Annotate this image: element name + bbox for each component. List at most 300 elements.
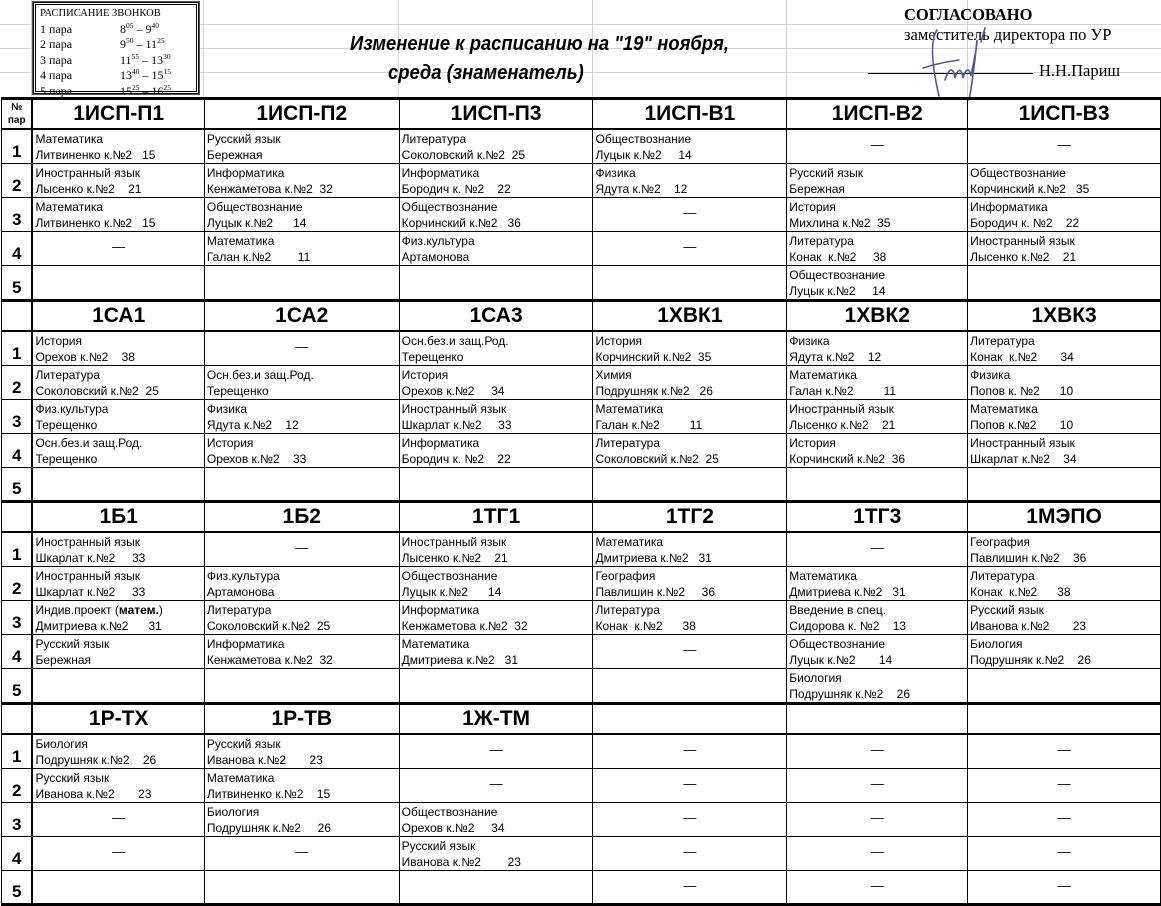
lesson-cell — [787, 232, 968, 266]
lesson-info — [400, 635, 593, 668]
lesson-cell — [399, 400, 593, 434]
lesson-info — [33, 735, 203, 768]
lesson-cell — [204, 601, 399, 635]
empty-cell — [968, 669, 1161, 704]
teacher-room: Лысенко к.№2 21 — [401, 551, 508, 565]
lesson-cell — [204, 434, 399, 468]
subject: География — [970, 535, 1030, 549]
subject: Русский язык — [970, 603, 1044, 617]
lesson-info — [205, 434, 399, 467]
lesson-info — [205, 567, 399, 600]
subject: Обществознание — [401, 805, 498, 819]
lesson-info — [33, 400, 203, 433]
lesson-cell — [787, 366, 968, 400]
bell-pair-label: 5 пара — [40, 83, 73, 98]
no-lesson-cell — [968, 871, 1161, 905]
lesson-info — [968, 533, 1160, 566]
group-name — [593, 704, 787, 735]
lesson-info — [968, 198, 1160, 231]
no-lesson-cell — [32, 803, 204, 837]
group-name: 1ИСП-В3 — [968, 99, 1161, 130]
empty-cell — [399, 871, 593, 905]
subject: Информатика — [206, 637, 285, 651]
empty-cell — [32, 669, 204, 704]
teacher-room: Лысенко к.№2 21 — [35, 182, 142, 196]
no-lesson-dash: — — [683, 810, 697, 825]
no-lesson-dash: — — [870, 878, 884, 893]
subject: Русский язык — [206, 737, 281, 751]
no-lesson-cell — [593, 837, 787, 871]
teacher-room: Дмитриева к.№2 31 — [595, 551, 712, 565]
lesson-info — [593, 164, 786, 197]
subject: История — [789, 200, 836, 214]
teacher-room: Корчинский к.№2 36 — [789, 452, 906, 466]
no-lesson-dash: — — [112, 810, 126, 825]
empty-cell — [593, 669, 787, 704]
bell-start-m: 25 — [132, 82, 140, 92]
teacher-room: Подрушняк к.№2 26 — [595, 384, 713, 398]
subject: Литература — [970, 569, 1035, 583]
lesson-info — [787, 198, 967, 231]
lesson-cell — [787, 434, 968, 468]
no-lesson-cell — [787, 532, 968, 567]
teacher-room: Лысенко к.№2 21 — [789, 418, 896, 432]
teacher-room: Бородич к. №2 22 — [970, 216, 1080, 230]
group-name: 1ТГ3 — [787, 502, 968, 533]
bell-time-range: $15^{25} - 16^{25}$ — [120, 82, 171, 98]
subject: Информатика — [401, 603, 480, 617]
teacher-room: Луцык к.№2 14 — [789, 284, 886, 298]
pair-number-header-line2: пар — [7, 115, 26, 126]
teacher-room: Терещенко — [206, 384, 269, 398]
approval-heading: СОГЛАСОВАНО — [904, 5, 1033, 24]
no-lesson-cell — [787, 803, 968, 837]
bell-end-h: 13 — [151, 52, 164, 67]
no-lesson-cell — [787, 871, 968, 905]
pair-number: 3 — [2, 400, 33, 434]
subject: Иностранный язык — [970, 234, 1075, 248]
lesson-cell — [593, 331, 787, 366]
no-lesson-dash: — — [683, 205, 697, 220]
no-lesson-dash: — — [683, 776, 697, 791]
subject: Русский язык — [35, 637, 110, 651]
no-lesson-cell — [787, 837, 968, 871]
bell-time-range: $11^{55} - 13^{30}$ — [120, 51, 171, 67]
teacher-room: Иванова к.№2 23 — [206, 753, 323, 767]
subject: Введение в спец. — [789, 603, 887, 617]
teacher-room: Лысенко к.№2 21 — [970, 250, 1077, 264]
empty-cell — [399, 468, 593, 502]
subject: Иностранный язык — [35, 166, 141, 180]
empty-cell — [593, 266, 787, 301]
no-lesson-dash: — — [295, 844, 309, 859]
subject: Иностранный язык — [970, 436, 1075, 450]
lesson-cell — [787, 331, 968, 366]
lesson-info — [968, 601, 1160, 634]
pair-number: 2 — [2, 769, 33, 803]
subject: Биология — [970, 637, 1023, 651]
no-lesson-cell — [787, 769, 968, 803]
lesson-cell — [593, 164, 787, 198]
pair-number: 4 — [2, 837, 33, 871]
subject: История — [595, 334, 643, 348]
no-lesson-dash: — — [489, 776, 503, 791]
lesson-row — [2, 266, 1161, 301]
lesson-cell — [787, 164, 968, 198]
lesson-row — [2, 468, 1161, 502]
no-lesson-cell — [593, 198, 787, 232]
bell-end-m: 30 — [163, 51, 171, 61]
teacher-room: Корчинский к.№2 35 — [970, 182, 1090, 196]
subject: Биология — [35, 737, 88, 751]
lesson-row — [2, 400, 1161, 434]
group-name — [968, 704, 1161, 735]
no-lesson-cell — [593, 871, 787, 905]
approval-signature-line — [868, 60, 1120, 82]
lesson-cell — [32, 434, 204, 468]
group-name: 1Б1 — [32, 502, 204, 533]
pair-number-header-line1: № — [11, 102, 23, 113]
lesson-cell — [593, 366, 787, 400]
lesson-info — [787, 164, 967, 197]
lesson-cell — [204, 198, 399, 232]
teacher-room: Конак к.№2 34 — [970, 350, 1074, 364]
lesson-info — [33, 567, 203, 600]
subject: Обществознание — [401, 569, 498, 583]
lesson-cell — [32, 164, 204, 198]
schedule-table — [1, 97, 1161, 906]
teacher-room: Бережная — [35, 653, 92, 667]
lesson-info — [593, 601, 786, 634]
lesson-cell — [593, 434, 787, 468]
pair-number: 5 — [2, 669, 33, 704]
no-lesson-dash: — — [870, 540, 884, 555]
empty-cell — [204, 266, 399, 301]
subject: Иностранный язык — [401, 402, 507, 416]
group-name: 1СА2 — [204, 301, 399, 332]
subject: Обществознание — [595, 132, 692, 146]
lesson-cell — [204, 232, 399, 266]
bell-start-m: 55 — [131, 51, 140, 61]
lesson-cell — [399, 232, 593, 266]
subject: Математика — [35, 200, 104, 214]
teacher-room: Корчинский к.№2 35 — [595, 350, 712, 364]
subject: Литература — [595, 436, 661, 450]
lesson-info — [205, 803, 399, 836]
pair-number: 1 — [2, 331, 33, 366]
lesson-info — [400, 434, 593, 467]
empty-cell — [32, 468, 204, 502]
lesson-row — [2, 434, 1161, 468]
lesson-cell — [968, 366, 1161, 400]
teacher-room: Шкарлат к.№2 34 — [970, 452, 1077, 466]
pair-number: 1 — [2, 734, 33, 769]
lesson-info — [400, 232, 593, 265]
lesson-cell — [968, 434, 1161, 468]
subject-note: матем. — [118, 603, 159, 617]
lesson-info — [787, 366, 967, 399]
subject: Математика — [970, 402, 1038, 416]
bell-pair-label: 3 пара — [40, 52, 73, 67]
lesson-cell — [968, 400, 1161, 434]
teacher-room: Корчинский к.№2 36 — [401, 216, 521, 230]
lesson-info — [205, 366, 399, 399]
group-name: 1ИСП-П2 — [204, 99, 399, 130]
lesson-cell — [204, 400, 399, 434]
teacher-room: Терещенко — [401, 350, 464, 364]
no-lesson-dash: — — [683, 239, 697, 254]
pair-number: 2 — [2, 567, 33, 601]
bell-end-m: 15 — [163, 67, 171, 76]
lesson-info — [205, 130, 399, 163]
lesson-cell — [968, 635, 1161, 669]
subject: Русский язык — [206, 132, 281, 146]
no-lesson-cell — [593, 232, 787, 266]
lesson-cell — [32, 532, 204, 567]
lesson-info — [205, 601, 399, 634]
empty-cell — [968, 468, 1161, 502]
lesson-cell — [787, 669, 968, 704]
teacher-room: Терещенко — [35, 452, 98, 466]
bell-start-h: 15 — [120, 83, 132, 98]
lesson-info — [400, 332, 593, 365]
subject: Физика — [595, 166, 636, 180]
teacher-room: Луцык к.№2 14 — [401, 585, 502, 599]
lesson-info — [968, 567, 1160, 600]
lesson-info — [400, 601, 593, 634]
no-lesson-dash: — — [1057, 742, 1071, 757]
lesson-cell — [204, 366, 399, 400]
no-lesson-cell — [593, 635, 787, 669]
lesson-info — [400, 533, 593, 566]
teacher-room: Галан к.№2 11 — [595, 418, 703, 432]
subject: Русский язык — [35, 771, 110, 785]
subject: Информатика — [206, 166, 285, 180]
group-name: 1МЭПО — [968, 502, 1161, 533]
lesson-info — [787, 266, 967, 299]
no-lesson-cell — [968, 803, 1161, 837]
lesson-cell — [399, 129, 593, 164]
subject: Литература — [970, 334, 1035, 348]
lesson-cell — [399, 803, 593, 837]
lesson-cell — [787, 635, 968, 669]
no-lesson-dash: — — [295, 339, 309, 354]
pair-number: 5 — [2, 468, 33, 502]
subject: Литература — [206, 603, 272, 617]
group-name: 1ТГ1 — [399, 502, 593, 533]
subject: Литература — [789, 234, 854, 248]
pair-number: 4 — [2, 232, 33, 266]
no-lesson-dash: — — [1057, 776, 1071, 791]
teacher-room: Галан к.№2 11 — [206, 250, 311, 264]
no-lesson-dash: — — [870, 137, 884, 152]
teacher-room: Иванова к.№2 23 — [35, 787, 152, 801]
teacher-room: Дмитриева к.№2 31 — [35, 619, 162, 633]
no-lesson-dash: — — [112, 239, 126, 254]
group-name: 1Р-ТВ — [204, 704, 399, 735]
lesson-cell — [399, 601, 593, 635]
subject: Иностранный язык — [35, 535, 141, 549]
subject: История — [35, 334, 83, 348]
bell-end-h: 11 — [145, 37, 158, 51]
lesson-info — [968, 164, 1160, 197]
no-lesson-cell — [968, 734, 1161, 769]
lesson-cell — [204, 567, 399, 601]
bell-end-m: 40 — [151, 20, 159, 30]
lesson-cell — [204, 129, 399, 164]
subject: Иностранный язык — [789, 402, 894, 416]
pair-number: 4 — [2, 434, 33, 468]
lesson-cell — [593, 129, 787, 164]
group-header-row — [2, 704, 1161, 735]
no-lesson-dash: — — [1057, 137, 1071, 152]
lesson-info — [787, 332, 967, 365]
lesson-row — [2, 635, 1161, 669]
subject: Иностранный язык — [35, 569, 141, 583]
lesson-info — [400, 400, 593, 433]
no-lesson-dash: — — [870, 810, 884, 825]
empty-cell — [399, 266, 593, 301]
teacher-room: Соколовский к.№2 25 — [35, 384, 159, 398]
teacher-room: Орехов к.№2 33 — [206, 452, 307, 466]
teacher-room: Луцык к.№2 14 — [206, 216, 307, 230]
no-lesson-cell — [32, 232, 204, 266]
group-name: 1ХВК1 — [593, 301, 787, 332]
teacher-room: Литвиненко к.№2 15 — [35, 148, 156, 162]
bell-end-m: 25 — [157, 36, 165, 45]
group-name: 1Р-ТХ — [32, 704, 204, 735]
approval-name: Н.Н.Париш — [1039, 61, 1121, 80]
lesson-cell — [787, 266, 968, 301]
subject: Обществознание — [789, 268, 885, 282]
bell-row — [40, 22, 196, 38]
bell-time-range: $8^{05} - 9^{40}$ — [120, 20, 159, 36]
lesson-cell — [399, 837, 593, 871]
no-lesson-cell — [968, 129, 1161, 164]
bell-schedule-title: РАСПИСАНИЕ ЗВОНКОВ — [40, 8, 161, 19]
lesson-row — [2, 232, 1161, 266]
teacher-room: Шкарлат к.№2 33 — [35, 585, 146, 599]
lesson-cell — [787, 198, 968, 232]
lesson-cell — [787, 567, 968, 601]
lesson-cell — [968, 532, 1161, 567]
pair-number-header — [2, 99, 33, 130]
lesson-cell — [399, 434, 593, 468]
lesson-row — [2, 734, 1161, 769]
subject-paren-open: ( — [114, 603, 119, 617]
subject: Обществознание — [206, 200, 303, 214]
no-lesson-cell — [32, 837, 204, 871]
group-name: 1СА3 — [399, 301, 593, 332]
subject: Обществознание — [789, 637, 885, 651]
teacher-room: Конак к.№2 38 — [789, 250, 887, 264]
empty-cell — [593, 468, 787, 502]
subject: Литература — [35, 368, 101, 382]
lesson-cell — [204, 769, 399, 803]
lesson-info — [33, 434, 203, 467]
lesson-cell — [32, 601, 204, 635]
approval-position: заместитель директора по УР — [904, 25, 1112, 44]
signature-underline — [868, 73, 1033, 74]
empty-cell — [32, 871, 204, 905]
lesson-cell — [32, 734, 204, 769]
subject: Математика — [789, 569, 857, 583]
bell-schedule-box — [33, 2, 199, 98]
lesson-info — [400, 837, 593, 870]
subject-text: Индив.проект — [35, 603, 115, 617]
teacher-room: Конак к.№2 38 — [970, 585, 1071, 599]
subject: Биология — [206, 805, 260, 819]
lesson-info — [205, 735, 399, 768]
lesson-cell — [204, 164, 399, 198]
teacher-room: Артамонова — [401, 250, 470, 264]
subject: Математика — [401, 637, 470, 651]
bell-time-range: $9^{50} - 11^{25}$ — [120, 36, 165, 51]
lesson-info — [33, 198, 203, 231]
no-lesson-dash: — — [683, 742, 697, 757]
empty-cell — [787, 468, 968, 502]
subject — [35, 602, 203, 618]
lesson-row — [2, 803, 1161, 837]
subject: Осн.без.и защ.Род. — [206, 368, 314, 382]
title-line-2: среда (знаменатель) — [388, 62, 584, 84]
lesson-info — [968, 366, 1160, 399]
teacher-room: Бородич к. №2 22 — [401, 452, 511, 466]
no-lesson-cell — [787, 129, 968, 164]
teacher-room: Ядута к.№2 12 — [206, 418, 299, 432]
lesson-cell — [32, 198, 204, 232]
lesson-cell — [204, 635, 399, 669]
lesson-cell — [32, 769, 204, 803]
teacher-room: Павлишин к.№2 36 — [595, 585, 716, 599]
lesson-info — [205, 635, 399, 668]
subject: Математика — [789, 368, 857, 382]
teacher-room: Бережная — [206, 148, 263, 162]
group-name: 1ИСП-В1 — [593, 99, 787, 130]
lesson-info — [787, 567, 967, 600]
subject: Литература — [401, 132, 467, 146]
teacher-room: Соколовский к.№2 25 — [206, 619, 331, 633]
teacher-room: Ядута к.№2 12 — [595, 182, 688, 196]
lesson-cell — [593, 532, 787, 567]
lesson-cell — [968, 232, 1161, 266]
pair-number: 3 — [2, 803, 33, 837]
lesson-cell — [968, 164, 1161, 198]
pair-number: 2 — [2, 366, 33, 400]
lesson-info — [33, 164, 203, 197]
lesson-row — [2, 198, 1161, 232]
lesson-info — [593, 400, 786, 433]
subject: Информатика — [401, 436, 480, 450]
bell-start-m: 40 — [132, 67, 140, 76]
no-lesson-dash: — — [295, 540, 309, 555]
lesson-info — [787, 669, 967, 702]
pair-number-header-blank — [2, 301, 33, 332]
lesson-info — [787, 400, 967, 433]
empty-cell — [32, 266, 204, 301]
teacher-room: Дмитриева к.№2 31 — [789, 585, 906, 599]
teacher-room: Литвиненко к.№2 15 — [206, 787, 331, 801]
lesson-cell — [399, 366, 593, 400]
teacher-room: Дмитриева к.№2 31 — [401, 653, 519, 667]
lesson-cell — [32, 635, 204, 669]
pair-number: 3 — [2, 198, 33, 232]
lesson-info — [400, 803, 593, 836]
subject: Математика — [595, 402, 664, 416]
teacher-room: Конак к.№2 38 — [595, 619, 696, 633]
bell-end-m: 25 — [163, 82, 171, 92]
lesson-info — [787, 232, 967, 265]
